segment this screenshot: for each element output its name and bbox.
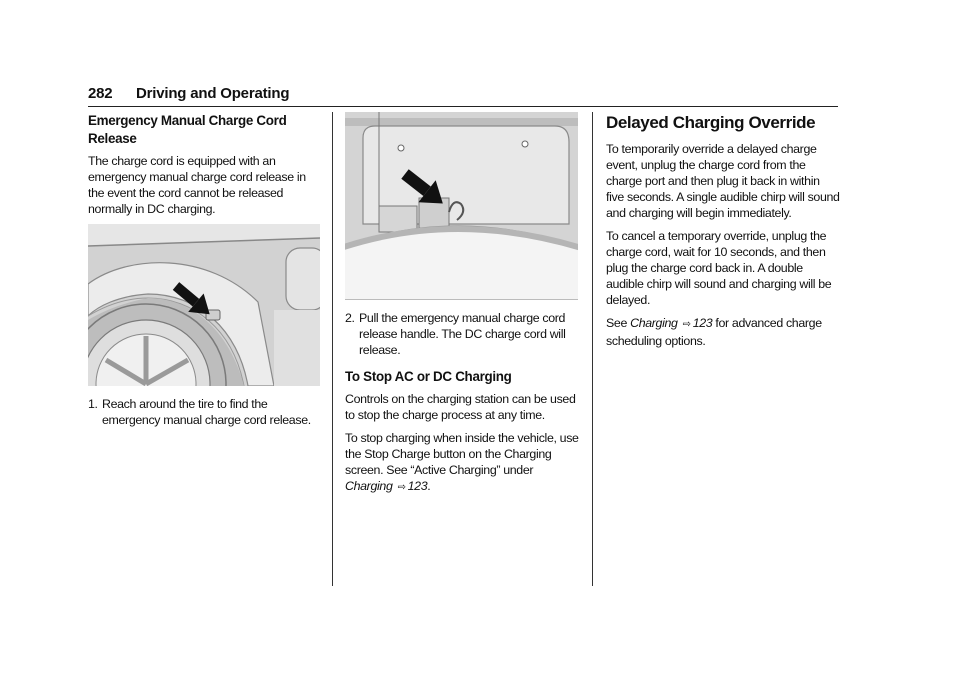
paragraph: To cancel a temporary override, unplug the charge cord, wait for 10 seconds, and then plug the charge cord back in. A double audible chirp will sound and charging will be delayed.: [606, 229, 832, 307]
column-right: [606, 112, 840, 356]
column-divider: [592, 112, 593, 586]
page-reference-icon: ⇨: [397, 482, 406, 493]
intro-paragraph: The charge cord is equipped with an emergency manual charge cord release in the event the cord cannot be released normally in DC charging.: [88, 154, 306, 216]
column-middle: [345, 112, 580, 503]
see-text: See: [606, 316, 627, 330]
paragraph-text: for advanced charge scheduling options.: [606, 316, 822, 348]
paragraph-with-reference: [345, 430, 580, 496]
section-heading: Delayed Charging Override: [606, 113, 816, 132]
paragraph-text: To stop charging when inside the vehicle, use the Stop Charge button on the Charging screen. See “Active Charging” under: [345, 431, 579, 477]
column-left: [88, 112, 320, 436]
paragraph-end: .: [427, 479, 431, 493]
reference-page[interactable]: 123: [407, 479, 428, 493]
step-text: Pull the emergency manual charge cord release handle. The DC charge cord will release.: [359, 311, 566, 357]
step-text: Reach around the tire to find the emergency manual charge cord release.: [102, 397, 311, 427]
page-header: [88, 84, 838, 107]
tire-wheel-well-illustration: [88, 224, 320, 386]
paragraph: Controls on the charging station can be used to stop the charge process at any time.: [345, 392, 576, 422]
section-heading: Emergency Manual Charge Cord Release: [88, 113, 287, 146]
column-divider: [332, 112, 333, 586]
step-1: [88, 396, 320, 428]
step-number: 1.: [88, 397, 98, 411]
section-title: Driving and Operating: [135, 85, 290, 102]
reference-link[interactable]: Charging: [345, 479, 393, 493]
step-2: [345, 310, 580, 358]
paragraph: To temporarily override a delayed charge event, unplug the charge cord from the charge port and then plug it back in within five seconds. A single audible chirp will sound and charging will begin immediately.: [606, 142, 840, 220]
page-number: 282: [88, 85, 113, 102]
paragraph-with-reference: [606, 315, 840, 349]
reference-link[interactable]: Charging: [630, 316, 678, 330]
subsection-heading: To Stop AC or DC Charging: [345, 369, 512, 384]
reference-page[interactable]: 123: [692, 316, 713, 330]
step-number: 2.: [345, 311, 355, 325]
charge-port-release-illustration: [345, 112, 578, 300]
page-reference-icon: ⇨: [682, 319, 691, 330]
